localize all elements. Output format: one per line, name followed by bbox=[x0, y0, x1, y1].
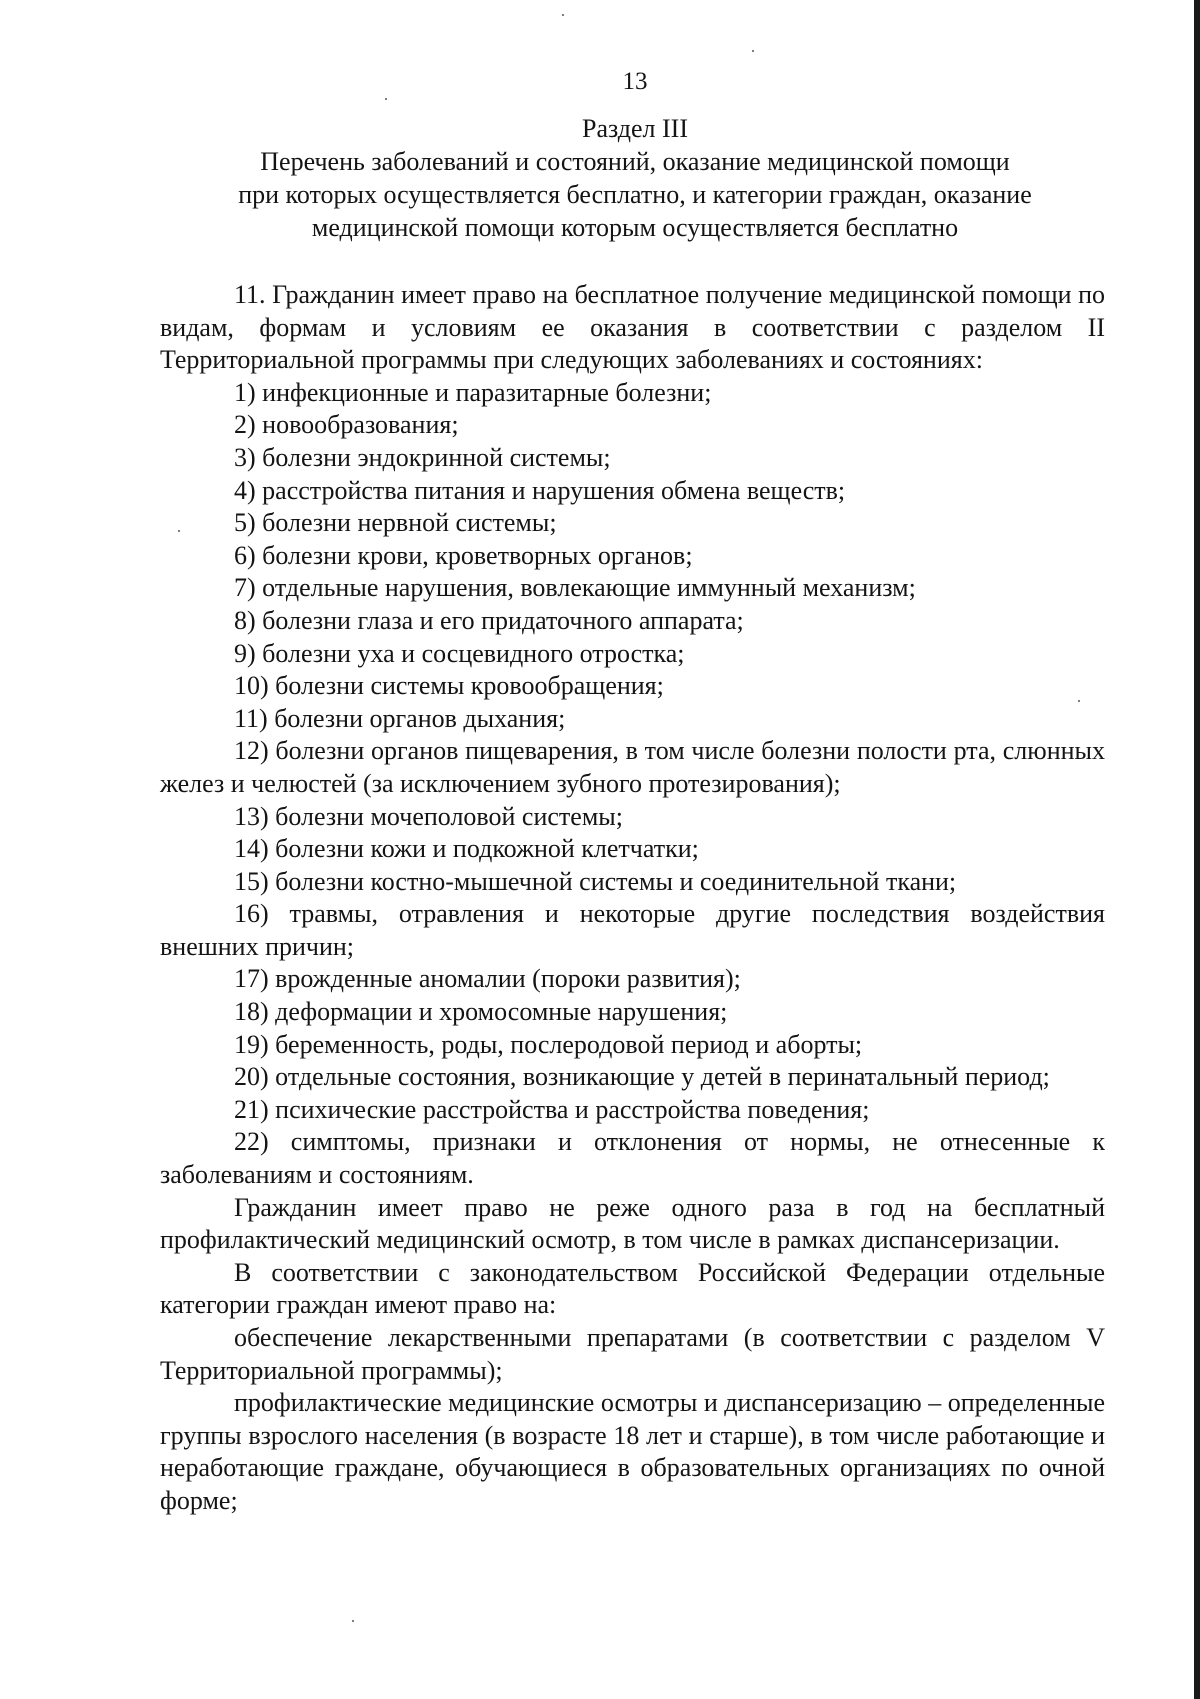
list-item-7: 7) отдельные нарушения, вовлекающие иммунный механизм; bbox=[234, 573, 916, 603]
list-item-4: 4) расстройства питания и нарушения обмена веществ; bbox=[234, 475, 846, 505]
list-item-5: 5) болезни нервной системы; bbox=[234, 508, 557, 538]
section-heading bbox=[160, 112, 1110, 244]
scan-speck bbox=[385, 98, 387, 100]
paragraph-item-11: 11. Гражданин имеет право на бесплатное получение медицинской помощи по видам, формам и условиям ее оказания в соответствии с разделом II Территориальной программы при следующих заболеваниях и состояниях: bbox=[160, 280, 1105, 375]
list-item-9: 9) болезни уха и сосцевидного отростка; bbox=[234, 638, 685, 668]
list-item-10: 10) болезни системы кровообращения; bbox=[234, 671, 664, 701]
list-item-15: 15) болезни костно-мышечной системы и соединительной ткани; bbox=[234, 866, 957, 896]
list-item-18: 18) деформации и хромосомные нарушения; bbox=[234, 997, 728, 1027]
section-title-line-2: при которых осуществляется бесплатно, и категории граждан, оказание bbox=[238, 180, 1032, 209]
list-item-21: 21) психические расстройства и расстройства поведения; bbox=[234, 1094, 870, 1124]
scan-speck bbox=[752, 50, 754, 52]
list-item-13: 13) болезни мочеполовой системы; bbox=[234, 801, 623, 831]
list-item-14: 14) болезни кожи и подкожной клетчатки; bbox=[234, 834, 699, 864]
page-edge-shadow bbox=[1194, 0, 1200, 1699]
list-item-6: 6) болезни крови, кроветворных органов; bbox=[234, 540, 693, 570]
scan-speck bbox=[562, 14, 564, 16]
scan-speck bbox=[1078, 700, 1080, 702]
list-item-3: 3) болезни эндокринной системы; bbox=[234, 442, 611, 472]
list-item-8: 8) болезни глаза и его придаточного аппарата; bbox=[234, 605, 744, 635]
scan-speck bbox=[178, 530, 180, 532]
paragraph-categories: В соответствии с законодательством Российской Федерации отдельные категории граждан имеют право на: bbox=[160, 1257, 1105, 1320]
section-label: Раздел III bbox=[581, 114, 689, 143]
section-title-line-3: медицинской помощи которым осуществляется бесплатно bbox=[311, 213, 959, 242]
list-item-16: 16) травмы, отравления и некоторые другие последствия воздействия внешних причин; bbox=[160, 899, 1105, 961]
list-item-11: 11) болезни органов дыхания; bbox=[234, 703, 566, 733]
list-item-12: 12) болезни органов пищеварения, в том числе болезни полости рта, слюнных желез и челюстей (за исключением зубного протезирования); bbox=[160, 736, 1105, 798]
page-number: 13 bbox=[622, 68, 648, 95]
paragraph-preventive-exam: Гражданин имеет право не реже одного раза в год на бесплатный профилактический медицинский осмотр, в том числе в рамках диспансеризации. bbox=[160, 1192, 1105, 1255]
list-item-1: 1) инфекционные и паразитарные болезни; bbox=[234, 377, 712, 407]
paragraph-dispensary: профилактические медицинские осмотры и диспансеризацию – определенные группы взрослого населения (в возрасте 18 лет и старше), в том числе работающие и неработающие граждане, обучающиеся в образовательных организациях по очной форме; bbox=[160, 1388, 1105, 1515]
scan-speck bbox=[352, 1620, 354, 1622]
list-item-22: 22) симптомы, признаки и отклонения от нормы, не отнесенные к заболеваниям и состояниям. bbox=[160, 1127, 1105, 1190]
list-item-19: 19) беременность, роды, послеродовой период и аборты; bbox=[234, 1029, 863, 1059]
section-title-line-1: Перечень заболеваний и состояний, оказание медицинской помощи bbox=[260, 147, 1010, 176]
list-item-20: 20) отдельные состояния, возникающие у детей в перинатальный период; bbox=[234, 1062, 1050, 1092]
list-item-2: 2) новообразования; bbox=[234, 410, 459, 440]
list-item-17: 17) врожденные аномалии (пороки развития); bbox=[234, 964, 741, 994]
paragraph-medicines: обеспечение лекарственными препаратами (в соответствии с разделом V Территориальной программы); bbox=[160, 1323, 1105, 1385]
document-body bbox=[160, 279, 1105, 1518]
